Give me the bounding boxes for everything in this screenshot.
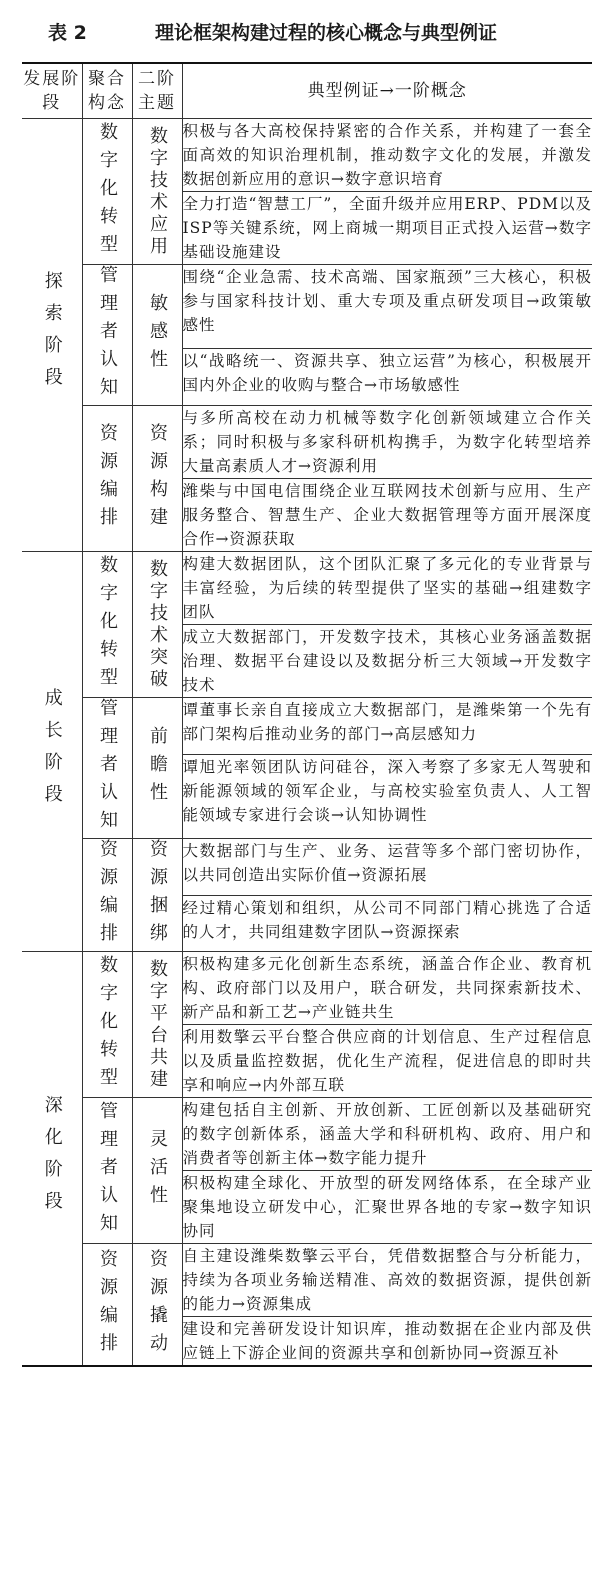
theme-label: 数字技术应用 bbox=[147, 125, 168, 258]
table-title: 理论框架构建过程的核心概念与典型例证 bbox=[155, 22, 498, 44]
table-row bbox=[22, 119, 592, 192]
evidence-cell: 积极构建多元化创新生态系统，涵盖合作企业、教育机构、政府部门以及用户，联合研发，共同探索新技术、新产品和新工艺→产业链共生 bbox=[182, 952, 592, 1025]
header-theme: 二阶主题 bbox=[132, 63, 182, 119]
evidence-cell: 围绕“企业急需、技术高端、国家瓶颈”三大核心，积极参与国家科技计划、重大专项及重点研发项目→政策敏感性 bbox=[182, 265, 592, 349]
cluster-cell bbox=[82, 1244, 132, 1367]
theme-cell bbox=[132, 698, 182, 839]
stage-label: 成长阶段 bbox=[41, 687, 63, 816]
cluster-cell bbox=[82, 552, 132, 698]
stage-label: 深化阶段 bbox=[41, 1094, 63, 1223]
table-row bbox=[22, 1098, 592, 1171]
theme-cell bbox=[132, 265, 182, 406]
table-caption bbox=[0, 0, 600, 58]
cluster-label: 数字化转型 bbox=[97, 554, 118, 695]
theme-cell bbox=[132, 119, 182, 265]
stage-cell bbox=[22, 119, 82, 552]
cluster-cell bbox=[82, 698, 132, 839]
theme-label: 前瞻性 bbox=[147, 726, 168, 810]
theme-cell bbox=[132, 1098, 182, 1244]
evidence-cell: 成立大数据部门，开发数字技术，其核心业务涵盖数据治理、数据平台建设以及数据分析三大领域→开发数字技术 bbox=[182, 625, 592, 698]
cluster-label: 资源编排 bbox=[97, 1248, 118, 1361]
theme-label: 资源构建 bbox=[147, 422, 168, 535]
cluster-cell bbox=[82, 952, 132, 1098]
table-number: 表 2 bbox=[48, 22, 87, 44]
theme-label: 数字技术突破 bbox=[147, 558, 168, 691]
stage-label: 探索阶段 bbox=[41, 271, 63, 399]
evidence-cell: 谭董事长亲自直接成立大数据部门，是潍柴第一个先有部门架构后推动业务的部门→高层感知力 bbox=[182, 698, 592, 755]
cluster-label: 资源编排 bbox=[97, 422, 118, 535]
cluster-cell bbox=[82, 265, 132, 406]
theme-label: 资源捆绑 bbox=[147, 839, 168, 951]
evidence-cell: 建设和完善研发设计知识库，推动数据在企业内部及供应链上下游企业间的资源共享和创新协同→资源互补 bbox=[182, 1317, 592, 1367]
cluster-label: 数字化转型 bbox=[97, 954, 118, 1095]
table-row bbox=[22, 1244, 592, 1317]
table-row bbox=[22, 265, 592, 349]
theme-cell bbox=[132, 952, 182, 1098]
header-evidence: 典型例证→一阶概念 bbox=[182, 63, 592, 119]
theme-cell bbox=[132, 406, 182, 552]
cluster-cell bbox=[82, 119, 132, 265]
evidence-cell: 构建大数据团队，这个团队汇聚了多元化的专业背景与丰富经验，为后续的转型提供了坚实的基础→组建数字团队 bbox=[182, 552, 592, 625]
theme-label: 资源撬动 bbox=[147, 1248, 168, 1361]
table-row bbox=[22, 839, 592, 896]
evidence-cell: 构建包括自主创新、开放创新、工匠创新以及基础研究的数字创新体系，涵盖大学和科研机构、政府、用户和消费者等创新主体→数字能力提升 bbox=[182, 1098, 592, 1171]
cluster-label: 管理者认知 bbox=[97, 1100, 118, 1241]
theme-cell bbox=[132, 552, 182, 698]
evidence-cell: 谭旭光率领团队访问硅谷，深入考察了多家无人驾驶和新能源领域的领军企业，与高校实验室负责人、人工智能领域专家进行会谈→认知协调性 bbox=[182, 754, 592, 838]
evidence-cell: 潍柴与中国电信围绕企业互联网技术创新与应用、生产服务整合、智慧生产、企业大数据管理等方面开展深度合作→资源获取 bbox=[182, 479, 592, 552]
header-cluster: 聚合构念 bbox=[82, 63, 132, 119]
table-body bbox=[22, 119, 592, 1367]
theme-cell bbox=[132, 839, 182, 952]
evidence-cell: 积极构建全球化、开放型的研发网络体系，在全球产业聚集地设立研发中心，汇聚世界各地的专家→数字知识协同 bbox=[182, 1171, 592, 1244]
evidence-cell: 与多所高校在动力机械等数字化创新领域建立合作关系；同时积极与多家科研机构携手，为数字化转型培养大量高素质人才→资源利用 bbox=[182, 406, 592, 479]
cluster-cell bbox=[82, 406, 132, 552]
cluster-cell bbox=[82, 839, 132, 952]
theme-label: 数字平台共建 bbox=[147, 958, 168, 1091]
table-row bbox=[22, 698, 592, 755]
theme-cell bbox=[132, 1244, 182, 1367]
cluster-label: 管理者认知 bbox=[97, 265, 118, 405]
stage-cell bbox=[22, 552, 82, 952]
table-row bbox=[22, 952, 592, 1025]
concept-table bbox=[22, 62, 592, 1367]
header-row bbox=[22, 63, 592, 119]
evidence-cell: 利用数擎云平台整合供应商的计划信息、生产过程信息以及质量监控数据，优化生产流程，促进信息的即时共享和响应→内外部互联 bbox=[182, 1025, 592, 1098]
theme-label: 敏感性 bbox=[147, 293, 168, 377]
stage-cell bbox=[22, 952, 82, 1367]
theme-label: 灵活性 bbox=[147, 1128, 168, 1213]
evidence-cell: 积极与各大高校保持紧密的合作关系，并构建了一套全面高效的知识治理机制，推动数字文化的发展，并激发数据创新应用的意识→数字意识培育 bbox=[182, 119, 592, 192]
header-stage: 发展阶段 bbox=[22, 63, 82, 119]
cluster-label: 资源编排 bbox=[97, 839, 118, 951]
evidence-cell: 全力打造“智慧工厂”，全面升级并应用ERP、PDM以及ISP等关键系统，网上商城一期项目正式投入运营→数字基础设施建设 bbox=[182, 192, 592, 265]
evidence-cell: 自主建设潍柴数擎云平台，凭借数据整合与分析能力，持续为各项业务输送精准、高效的数据资源，提供创新的能力→资源集成 bbox=[182, 1244, 592, 1317]
cluster-label: 数字化转型 bbox=[97, 121, 118, 262]
evidence-cell: 大数据部门与生产、业务、运营等多个部门密切协作，以共同创造出实际价值→资源拓展 bbox=[182, 839, 592, 896]
cluster-cell bbox=[82, 1098, 132, 1244]
evidence-cell: 经过精心策划和组织，从公司不同部门精心挑选了合适的人才，共同组建数字团队→资源探索 bbox=[182, 895, 592, 952]
table-row bbox=[22, 406, 592, 479]
evidence-cell: 以“战略统一、资源共享、独立运营”为核心，积极展开国内外企业的收购与整合→市场敏感性 bbox=[182, 349, 592, 406]
cluster-label: 管理者认知 bbox=[97, 698, 118, 838]
table-row bbox=[22, 552, 592, 625]
